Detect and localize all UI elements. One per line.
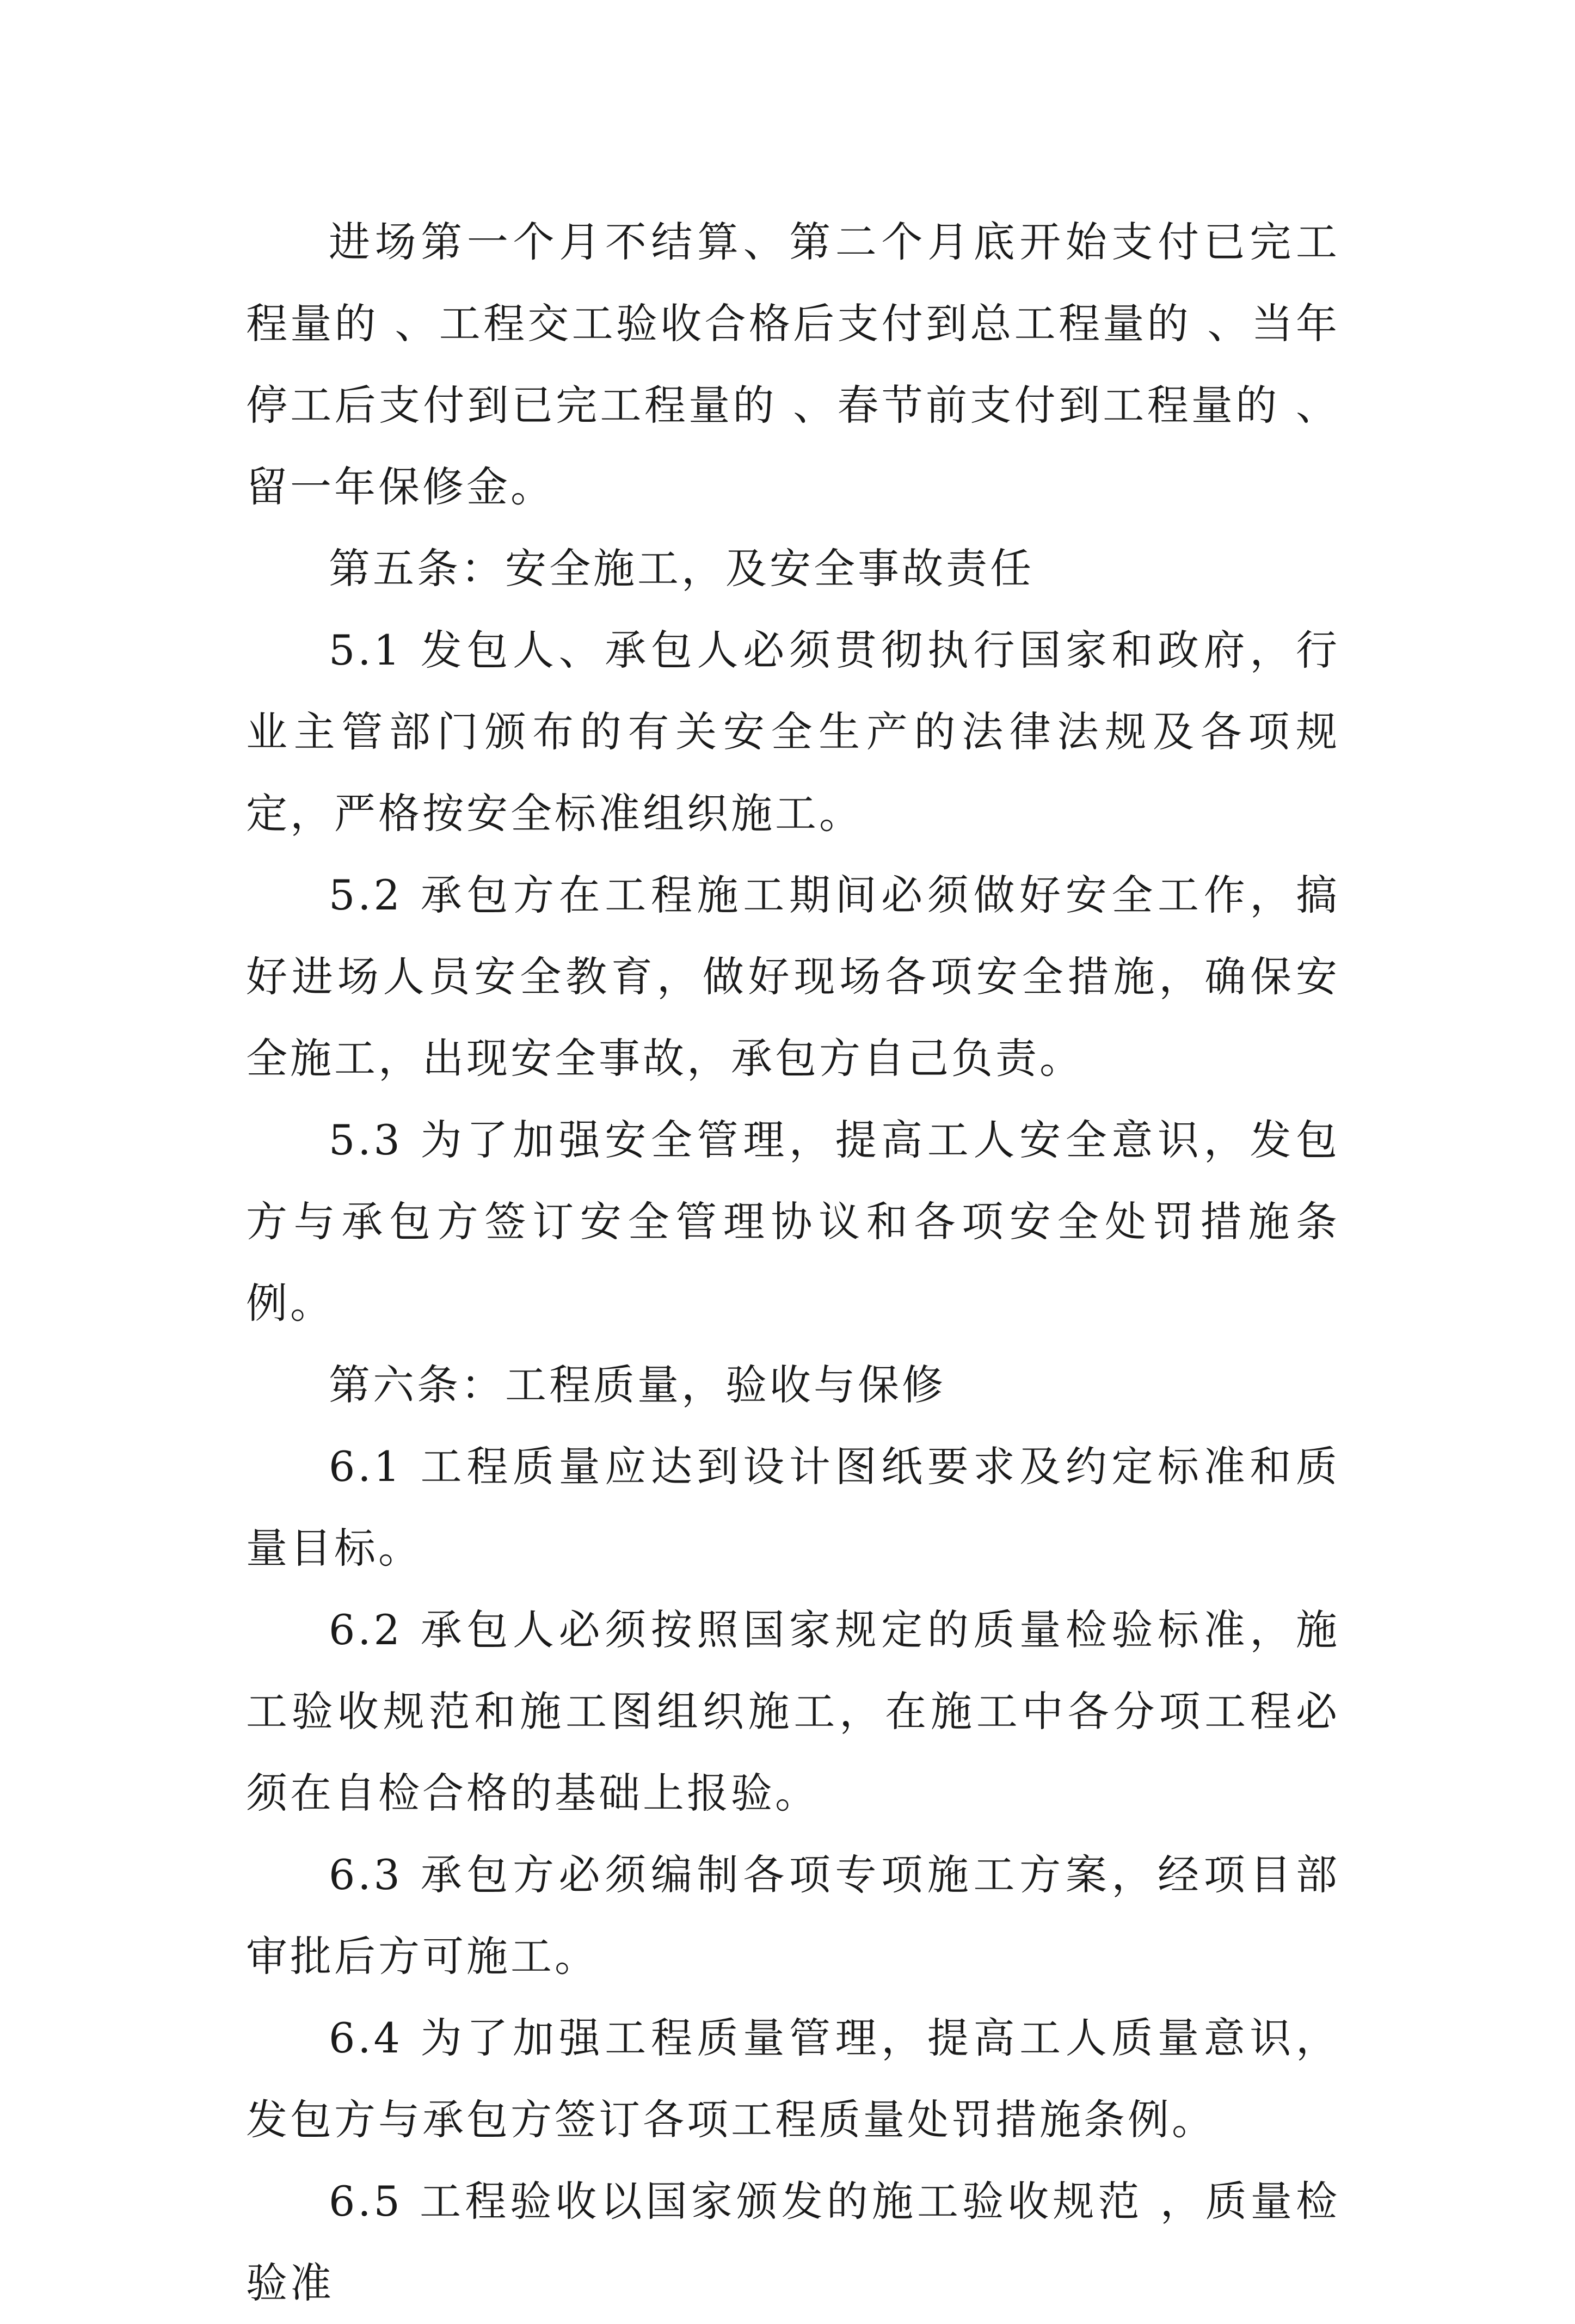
paragraph-payment-terms: 进场第一个月不结算、第二个月底开始支付已完工程量的 、工程交工验收合格后支付到总工程量的 、当年停工后支付到已完工程量的 、春节前支付到工程量的 、留一年保修金。 bbox=[246, 218, 1340, 511]
clause-6-5: 6.5 工程验收以国家颁发的施工验收规范 ，质量检验准 bbox=[246, 2177, 1340, 2307]
clause-6-2: 6.2 承包人必须按照国家规定的质量检验标准，施工验收规范和施工图组织施工，在施工中各分项工程必须在自检合格的基础上报验。 bbox=[246, 1606, 1340, 1817]
article-5-heading: 第五条：安全施工，及安全事故责任 bbox=[329, 544, 1034, 593]
clause-6-3: 6.3 承包方必须编制各项专项施工方案，经项目部审批后方可施工。 bbox=[246, 1850, 1340, 1981]
clause-6-4: 6.4 为了加强工程质量管理，提高工人质量意识，发包方与承包方签订各项工程质量处罚措施条例。 bbox=[246, 2014, 1340, 2144]
clause-6-1: 6.1 工程质量应达到设计图纸要求及约定标准和质量目标。 bbox=[246, 1442, 1340, 1572]
clause-5-3: 5.3 为了加强安全管理，提高工人安全意识，发包方与承包方签订安全管理协议和各项安全处罚措施条例。 bbox=[246, 1116, 1340, 1327]
document-body bbox=[246, 201, 1340, 2324]
clause-5-2: 5.2 承包方在工程施工期间必须做好安全工作，搞好进场人员安全教育，做好现场各项安全措施，确保安全施工，出现安全事故，承包方自己负责。 bbox=[246, 871, 1340, 1083]
article-6-heading: 第六条：工程质量，验收与保修 bbox=[329, 1361, 946, 1409]
clause-5-1: 5.1 发包人、承包人必须贯彻执行国家和政府，行业主管部门颁布的有关安全生产的法律法规及各项规定，严格按安全标准组织施工。 bbox=[246, 626, 1340, 838]
